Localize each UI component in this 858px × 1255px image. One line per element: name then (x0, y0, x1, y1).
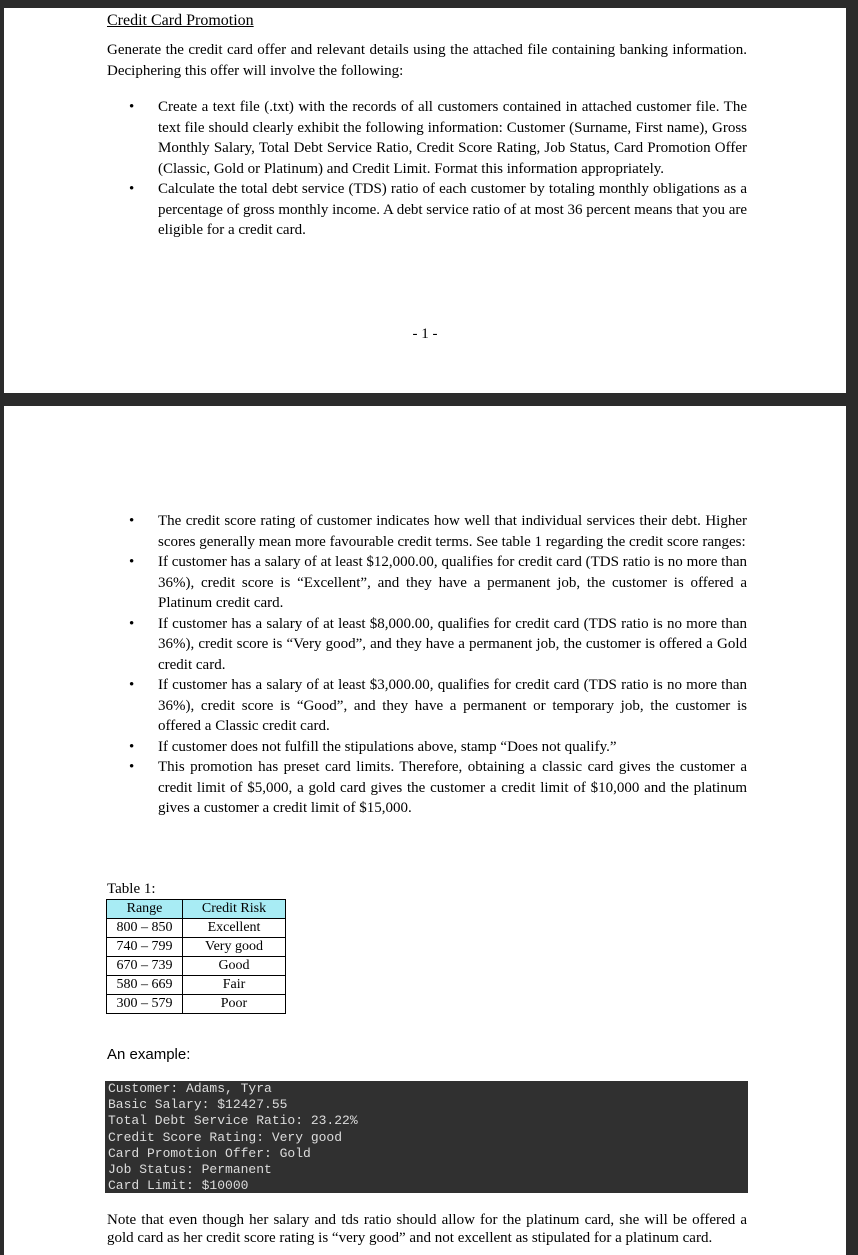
bullet-item: • This promotion has preset card limits. Therefore, obtaining a classic card gives the customer a credit limit of $5,000, a gold card gives the customer a credit limit of $10,000 and the platinum gives a customer a credit limit of $15,000. (107, 757, 747, 819)
credit-risk-cell: Good (183, 957, 286, 976)
section-heading: Credit Card Promotion (107, 12, 254, 29)
example-line: Customer: Adams, Tyra (108, 1081, 272, 1096)
range-cell: 740 – 799 (107, 938, 183, 957)
example-line: Credit Score Rating: Very good (108, 1129, 343, 1145)
range-cell: 670 – 739 (107, 957, 183, 976)
table-row (107, 995, 286, 1014)
bullet-item: • If customer has a salary of at least $8,000.00, qualifies for credit card (TDS ratio is no more than 36%), credit score is “Very good”, and they have a permanent job, the customer is offered a Gold credit card. (107, 614, 747, 676)
bullet-item: • If customer has a salary of at least $3,000.00, qualifies for credit card (TDS ratio is no more than 36%), credit score is “Good”, and they have a permanent or temporary job, the customer is offered a Classic credit card. (107, 675, 747, 737)
example-line: Card Limit: $10000 (108, 1178, 249, 1194)
credit-risk-cell: Poor (183, 995, 286, 1014)
table-row (107, 976, 286, 995)
range-cell: 580 – 669 (107, 976, 183, 995)
range-cell: 300 – 579 (107, 995, 183, 1014)
bullet-item: • If customer has a salary of at least $12,000.00, qualifies for credit card (TDS ratio is no more than 36%), credit score is “Excellent”, and they have a permanent job, the customer is offered a Platinum credit card. (107, 552, 747, 614)
example-label: An example: (107, 1046, 191, 1063)
credit-risk-cell: Excellent (183, 919, 286, 938)
column-header-credit-risk: Credit Risk (183, 900, 286, 919)
intro-paragraph: Generate the credit card offer and relevant details using the attached file containing banking information. Deciphering this offer will involve the following: (107, 42, 747, 79)
example-line: Basic Salary: $12427.55 (108, 1097, 288, 1113)
table-row (107, 957, 286, 976)
rules-bullet-list (107, 511, 747, 819)
table-row (107, 919, 286, 938)
document-page-1 (4, 8, 846, 393)
bullet-item: • If customer does not fulfill the stipulations above, stamp “Does not qualify.” (107, 737, 747, 758)
bullet-item: • The credit score rating of customer indicates how well that individual services their debt. Higher scores generally mean more favourable credit terms. See table 1 regarding the credit score ranges: (107, 511, 747, 552)
table-row (107, 938, 286, 957)
example-line: Total Debt Service Ratio: 23.22% (108, 1113, 358, 1129)
task-bullet-list (107, 97, 747, 241)
credit-score-table (106, 899, 286, 1014)
bullet-item: • Create a text file (.txt) with the records of all customers contained in attached customer file. The text file should clearly exhibit the following information: Customer (Surname, First name), Gross Monthly Salary, Total Debt Service Ratio, Credit Score Rating, Job Status, Card Promotion Offer (Classic, Gold or Platinum) and Credit Limit. Format this information appropriately. (107, 97, 747, 179)
document-page-2 (4, 406, 846, 1255)
credit-risk-cell: Very good (183, 938, 286, 957)
bullet-item: • Calculate the total debt service (TDS) ratio of each customer by totaling monthly obligations as a percentage of gross monthly income. A debt service ratio of at most 36 percent means that you are eligible for a credit card. (107, 179, 747, 241)
credit-risk-cell: Fair (183, 976, 286, 995)
note-paragraph: Note that even though her salary and tds ratio should allow for the platinum card, she will be offered a gold card as her credit score rating is “very good” and not excellent as stipulated for a platinum card. (107, 1212, 747, 1246)
column-header-range: Range (107, 900, 183, 919)
page-number: - 1 - (412, 326, 438, 342)
table-header-row (107, 900, 286, 919)
table-caption: Table 1: (107, 881, 156, 897)
example-line: Job Status: Permanent (108, 1162, 272, 1178)
example-output-block (105, 1081, 748, 1193)
range-cell: 800 – 850 (107, 919, 183, 938)
example-line: Card Promotion Offer: Gold (108, 1145, 311, 1161)
